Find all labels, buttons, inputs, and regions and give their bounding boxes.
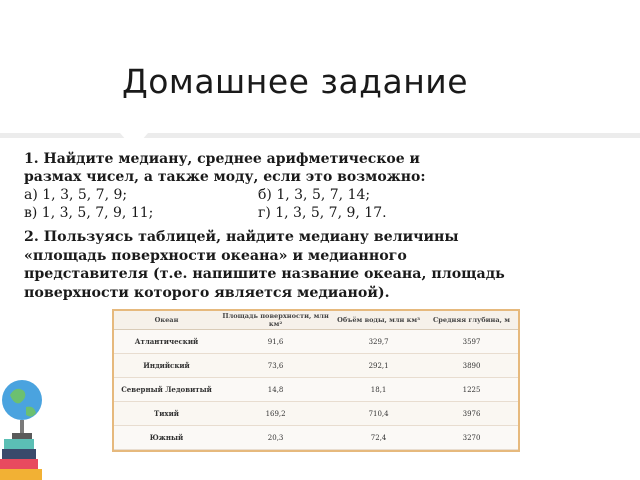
ocean-area: 14,8: [219, 378, 332, 402]
oceans-table: [112, 309, 520, 452]
ocean-name: Южный: [114, 426, 219, 450]
ocean-volume: 18,1: [332, 378, 425, 402]
task-2-line-3: представителя (т.е. напишите название океана, площадь: [24, 266, 505, 282]
ocean-area: 91,6: [219, 330, 332, 354]
ocean-depth: 3597: [425, 330, 518, 354]
table-row: [114, 402, 518, 426]
ocean-area: 20,3: [219, 426, 332, 450]
task-1: [24, 150, 624, 222]
task-1-item-c: в) 1, 3, 5, 7, 9, 11;: [24, 205, 154, 221]
task-1-line-1: 1. Найдите медиану, среднее арифметическое и: [24, 151, 420, 167]
oceans-data-table: [114, 311, 518, 450]
ocean-name: Тихий: [114, 402, 219, 426]
ocean-depth: 3890: [425, 354, 518, 378]
globe-books-illustration-icon: [0, 365, 46, 480]
task-1-item-b: б) 1, 3, 5, 7, 14;: [258, 187, 371, 203]
task-2-line-2: «площадь поверхности океана» и медианного: [24, 247, 407, 264]
task-1-row-2: [24, 204, 624, 222]
ocean-name: Атлантический: [114, 330, 219, 354]
header-depth: Средняя глубина, м: [425, 311, 518, 330]
header-area: Площадь поверхности, млн км²: [219, 311, 332, 330]
ocean-volume: 329,7: [332, 330, 425, 354]
table-row: [114, 330, 518, 354]
ocean-depth: 3976: [425, 402, 518, 426]
table-row: [114, 354, 518, 378]
table-row: [114, 426, 518, 450]
ocean-volume: 72,4: [332, 426, 425, 450]
page-title: Домашнее задание: [121, 62, 469, 101]
ocean-area: 73,6: [219, 354, 332, 378]
divider-notch: [120, 133, 148, 149]
ocean-volume: 292,1: [332, 354, 425, 378]
task-2-line-4: поверхности которого является медианой).: [24, 284, 390, 301]
task-2-line-1: 2. Пользуясь таблицей, найдите медиану величины: [24, 229, 459, 245]
task-2: [24, 228, 624, 302]
ocean-name: Индийский: [114, 354, 219, 378]
ocean-depth: 3270: [425, 426, 518, 450]
ocean-area: 169,2: [219, 402, 332, 426]
ocean-volume: 710,4: [332, 402, 425, 426]
header-ocean: Океан: [114, 311, 219, 330]
header-volume: Объём воды, млн км³: [332, 311, 425, 330]
task-1-item-d: г) 1, 3, 5, 7, 9, 17.: [258, 205, 387, 221]
title-area: [0, 0, 640, 133]
ocean-depth: 1225: [425, 378, 518, 402]
task-1-item-a: а) 1, 3, 5, 7, 9;: [24, 187, 128, 203]
table-header-row: [114, 311, 518, 330]
homework-tasks: [24, 150, 624, 302]
divider-band: [0, 133, 640, 138]
task-1-row-1: [24, 186, 624, 204]
table-row: [114, 378, 518, 402]
task-1-line-2: размах чисел, а также моду, если это возможно:: [24, 169, 426, 185]
ocean-name: Северный Ледовитый: [114, 378, 219, 402]
